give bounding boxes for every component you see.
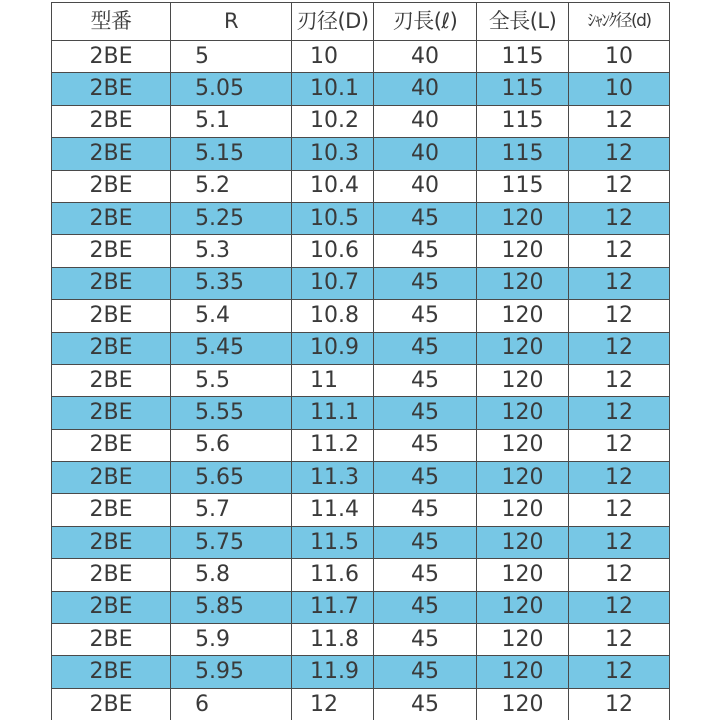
cell-model-number: 2BE [52,300,171,332]
cell-cutting-diameter: 11.3 [292,462,374,494]
cell-shank-diameter: 12 [569,688,670,720]
cell-radius: 5.95 [171,656,292,688]
cell-shank-diameter: 12 [569,429,670,461]
cell-cutting-diameter: 10.6 [292,235,374,267]
cell-model-number: 2BE [52,591,171,623]
cell-radius: 5.85 [171,591,292,623]
cell-model-number: 2BE [52,526,171,558]
cell-edge-length: 45 [374,624,477,656]
cell-cutting-diameter: 10.1 [292,73,374,105]
table-row [52,332,670,364]
cell-model-number: 2BE [52,559,171,591]
cell-cutting-diameter: 11.4 [292,494,374,526]
cell-radius: 5.7 [171,494,292,526]
cell-overall-length: 120 [477,300,569,332]
cell-radius: 5.75 [171,526,292,558]
table-row [52,462,670,494]
cell-radius: 5.55 [171,397,292,429]
cell-overall-length: 120 [477,688,569,720]
cell-overall-length: 115 [477,170,569,202]
cell-shank-diameter: 12 [569,364,670,396]
cell-overall-length: 120 [477,559,569,591]
cell-model-number: 2BE [52,73,171,105]
cell-overall-length: 120 [477,462,569,494]
table-row [52,494,670,526]
table-row [52,300,670,332]
cell-overall-length: 120 [477,202,569,234]
spec-table [51,2,670,720]
cell-cutting-diameter: 10.3 [292,138,374,170]
cell-radius: 5.1 [171,105,292,137]
cell-shank-diameter: 10 [569,41,670,73]
cell-radius: 6 [171,688,292,720]
cell-overall-length: 120 [477,364,569,396]
cell-edge-length: 45 [374,559,477,591]
cell-shank-diameter: 12 [569,300,670,332]
table-row [52,267,670,299]
table-row [52,41,670,73]
cell-edge-length: 45 [374,526,477,558]
cell-radius: 5.15 [171,138,292,170]
cell-overall-length: 115 [477,73,569,105]
table-row [52,397,670,429]
cell-radius: 5 [171,41,292,73]
header-model-number: 型番 [52,3,171,41]
cell-cutting-diameter: 12 [292,688,374,720]
cell-shank-diameter: 12 [569,591,670,623]
cell-shank-diameter: 12 [569,624,670,656]
header-overall-length: 全長(L) [477,3,569,41]
cell-shank-diameter: 12 [569,559,670,591]
cell-model-number: 2BE [52,494,171,526]
cell-edge-length: 45 [374,462,477,494]
cell-shank-diameter: 12 [569,332,670,364]
cell-radius: 5.2 [171,170,292,202]
cell-edge-length: 45 [374,494,477,526]
cell-model-number: 2BE [52,170,171,202]
cell-cutting-diameter: 10 [292,41,374,73]
cell-radius: 5.5 [171,364,292,396]
cell-shank-diameter: 12 [569,105,670,137]
cell-cutting-diameter: 11.9 [292,656,374,688]
cell-overall-length: 120 [477,591,569,623]
cell-edge-length: 45 [374,267,477,299]
table-row [52,202,670,234]
cell-radius: 5.8 [171,559,292,591]
header-radius: R [171,3,292,41]
cell-edge-length: 45 [374,300,477,332]
cell-edge-length: 45 [374,429,477,461]
cell-model-number: 2BE [52,138,171,170]
table-row [52,105,670,137]
cell-model-number: 2BE [52,462,171,494]
cell-overall-length: 115 [477,105,569,137]
cell-radius: 5.35 [171,267,292,299]
cell-overall-length: 120 [477,656,569,688]
cell-cutting-diameter: 10.4 [292,170,374,202]
cell-radius: 5.3 [171,235,292,267]
cell-model-number: 2BE [52,688,171,720]
cell-edge-length: 45 [374,688,477,720]
cell-radius: 5.9 [171,624,292,656]
cell-model-number: 2BE [52,235,171,267]
cell-overall-length: 120 [477,332,569,364]
table-row [52,170,670,202]
cell-shank-diameter: 12 [569,202,670,234]
cell-cutting-diameter: 10.7 [292,267,374,299]
table-row [52,73,670,105]
table-row [52,624,670,656]
cell-cutting-diameter: 11.8 [292,624,374,656]
cell-radius: 5.45 [171,332,292,364]
table-row [52,591,670,623]
cell-shank-diameter: 12 [569,170,670,202]
cell-edge-length: 40 [374,138,477,170]
cell-radius: 5.4 [171,300,292,332]
cell-overall-length: 120 [477,494,569,526]
table-row [52,235,670,267]
cell-overall-length: 120 [477,526,569,558]
cell-overall-length: 120 [477,267,569,299]
table-row [52,656,670,688]
cell-edge-length: 40 [374,170,477,202]
cell-shank-diameter: 12 [569,656,670,688]
cell-cutting-diameter: 10.2 [292,105,374,137]
cell-shank-diameter: 12 [569,235,670,267]
cell-overall-length: 120 [477,429,569,461]
cell-cutting-diameter: 10.9 [292,332,374,364]
cell-edge-length: 40 [374,105,477,137]
cell-model-number: 2BE [52,429,171,461]
cell-overall-length: 120 [477,235,569,267]
table-row [52,364,670,396]
cell-radius: 5.6 [171,429,292,461]
cell-radius: 5.05 [171,73,292,105]
cell-edge-length: 45 [374,591,477,623]
table-row [52,559,670,591]
cell-model-number: 2BE [52,364,171,396]
header-edge-length: 刃長(ℓ) [374,3,477,41]
cell-edge-length: 45 [374,364,477,396]
cell-model-number: 2BE [52,105,171,137]
cell-overall-length: 120 [477,624,569,656]
table-row [52,526,670,558]
cell-overall-length: 115 [477,138,569,170]
cell-overall-length: 115 [477,41,569,73]
cell-shank-diameter: 12 [569,526,670,558]
cell-model-number: 2BE [52,397,171,429]
spec-table-header [52,3,670,41]
cell-model-number: 2BE [52,267,171,299]
cell-edge-length: 45 [374,656,477,688]
cell-shank-diameter: 10 [569,73,670,105]
cell-shank-diameter: 12 [569,462,670,494]
cell-cutting-diameter: 11.5 [292,526,374,558]
cell-model-number: 2BE [52,202,171,234]
cell-edge-length: 45 [374,332,477,364]
cell-cutting-diameter: 10.8 [292,300,374,332]
cell-cutting-diameter: 11.2 [292,429,374,461]
cell-model-number: 2BE [52,332,171,364]
cell-shank-diameter: 12 [569,494,670,526]
cell-edge-length: 45 [374,235,477,267]
table-row [52,429,670,461]
cell-edge-length: 40 [374,73,477,105]
cell-model-number: 2BE [52,624,171,656]
cell-cutting-diameter: 11 [292,364,374,396]
header-shank-diameter: ｼｬﾝｸ径(d) [569,3,670,41]
cell-overall-length: 120 [477,397,569,429]
cell-cutting-diameter: 11.6 [292,559,374,591]
cell-radius: 5.25 [171,202,292,234]
cell-radius: 5.65 [171,462,292,494]
cell-shank-diameter: 12 [569,267,670,299]
cell-cutting-diameter: 10.5 [292,202,374,234]
cell-edge-length: 45 [374,202,477,234]
cell-edge-length: 45 [374,397,477,429]
cell-cutting-diameter: 11.1 [292,397,374,429]
cell-shank-diameter: 12 [569,138,670,170]
table-row [52,138,670,170]
cell-model-number: 2BE [52,41,171,73]
cell-shank-diameter: 12 [569,397,670,429]
cell-cutting-diameter: 11.7 [292,591,374,623]
cell-edge-length: 40 [374,41,477,73]
header-cutting-diameter: 刃径(D) [292,3,374,41]
spec-table-body [52,41,670,720]
table-row [52,688,670,720]
cell-model-number: 2BE [52,656,171,688]
header-row [52,3,670,41]
